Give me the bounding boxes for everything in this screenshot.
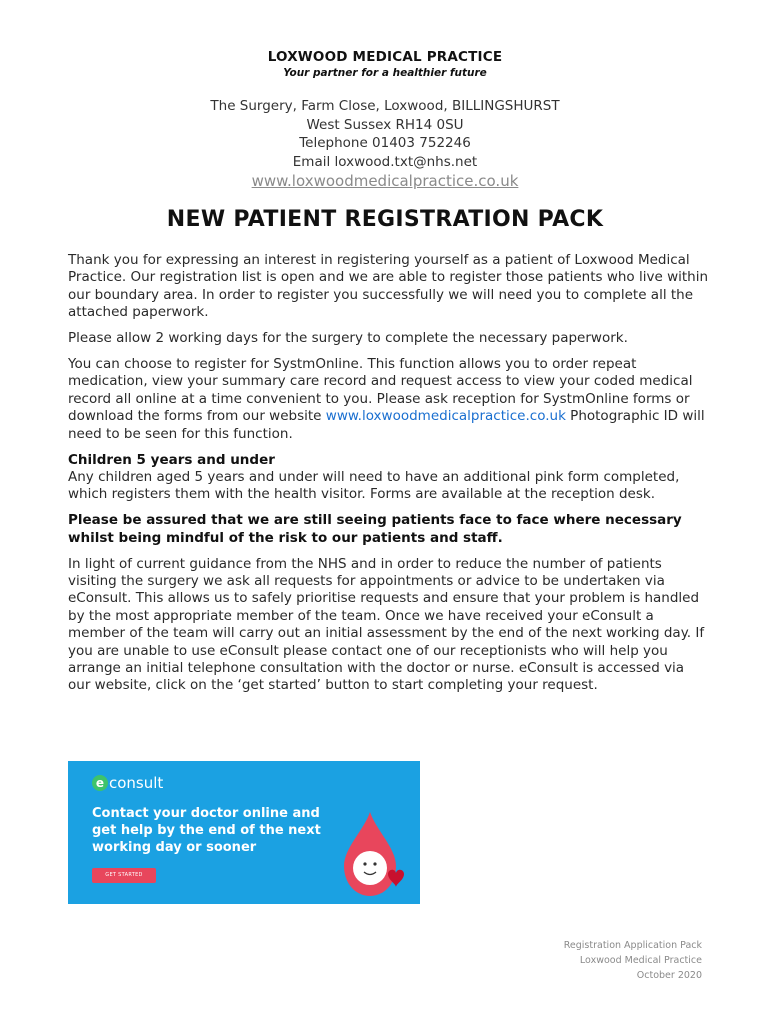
footer-line-3: October 2020 — [636, 970, 702, 981]
econsult-banner[interactable] — [68, 761, 420, 904]
document-body — [68, 252, 708, 703]
address-line-1: The Surgery, Farm Close, Loxwood, BILLINGSHURST — [210, 98, 560, 114]
tagline: Your partner for a healthier future — [283, 67, 487, 79]
blood-drop-mascot-icon — [336, 808, 416, 900]
get-started-button[interactable]: GET STARTED — [92, 868, 156, 883]
footer — [564, 938, 702, 983]
processing-time-paragraph: Please allow 2 working days for the surgery to complete the necessary paperwork. — [68, 330, 628, 347]
intro-paragraph: Thank you for expressing an interest in registering yourself as a patient of Loxwood Medical Practice. Our registration list is open and we are able to register those patients who live within our boundary area. In order to register you successfully we will need you to complete all the attached paperwork. — [68, 252, 709, 321]
systmonline-paragraph — [68, 356, 708, 443]
econsult-logo-text: consult — [109, 774, 164, 792]
assurance-heading: Please be assured that we are still seeing patients face to face where necessary whilst being mindful of the risk to our patients and staff. — [68, 512, 682, 546]
footer-line-2: Loxwood Medical Practice — [579, 955, 702, 966]
banner-headline: Contact your doctor online and get help by the end of the next working day or sooner — [92, 806, 321, 855]
address-line-2: West Sussex RH14 0SU — [306, 116, 464, 133]
systmonline-text: You can choose to register for SystmOnline. This function allows you to order repeat medication, view your summary care record and request access to view your coded medical record all online at a time convenient to you. Please ask reception for SystmOnline forms or download the forms from our website — [68, 356, 693, 425]
address-block — [0, 97, 770, 191]
page-title: NEW PATIENT REGISTRATION PACK — [166, 207, 604, 232]
econsult-logo — [92, 774, 163, 792]
photo-id-note: Photographic ID will need to be seen for this function. — [68, 408, 705, 442]
econsult-logo-icon: e — [92, 775, 108, 791]
practice-name: LOXWOOD MEDICAL PRACTICE — [267, 49, 503, 65]
children-heading: Children 5 years and under — [68, 451, 275, 468]
systmonline-website-link[interactable]: www.loxwoodmedicalpractice.co.uk — [325, 408, 566, 425]
email: Email loxwood.txt@nhs.net — [292, 153, 478, 170]
children-text: Any children aged 5 years and under will need to have an additional pink form completed, which registers them with the health visitor. Forms are available at the reception desk. — [68, 468, 680, 503]
children-section — [68, 452, 708, 504]
footer-line-1: Registration Application Pack — [563, 940, 702, 951]
telephone: Telephone 01403 752246 — [299, 135, 471, 151]
econsult-paragraph: In light of current guidance from the NHS and in order to reduce the number of patients visiting the surgery we ask all requests for appointments or advice to be undertaken via eConsult. This allows us to safely prioritise requests and ensure that your problem is handled by the most appropriate member of the team. Once we have received your eConsult a member of the team will carry out an initial assessment by the end of the next working day. If you are unable to use eConsult please contact one of our receptionists who will help you arrange an initial telephone consultation with the doctor or nurse. eConsult is accessed via our website, click on the ‘get started’ button to start completing your request. — [68, 555, 705, 694]
website-link[interactable]: www.loxwoodmedicalpractice.co.uk — [251, 172, 519, 190]
